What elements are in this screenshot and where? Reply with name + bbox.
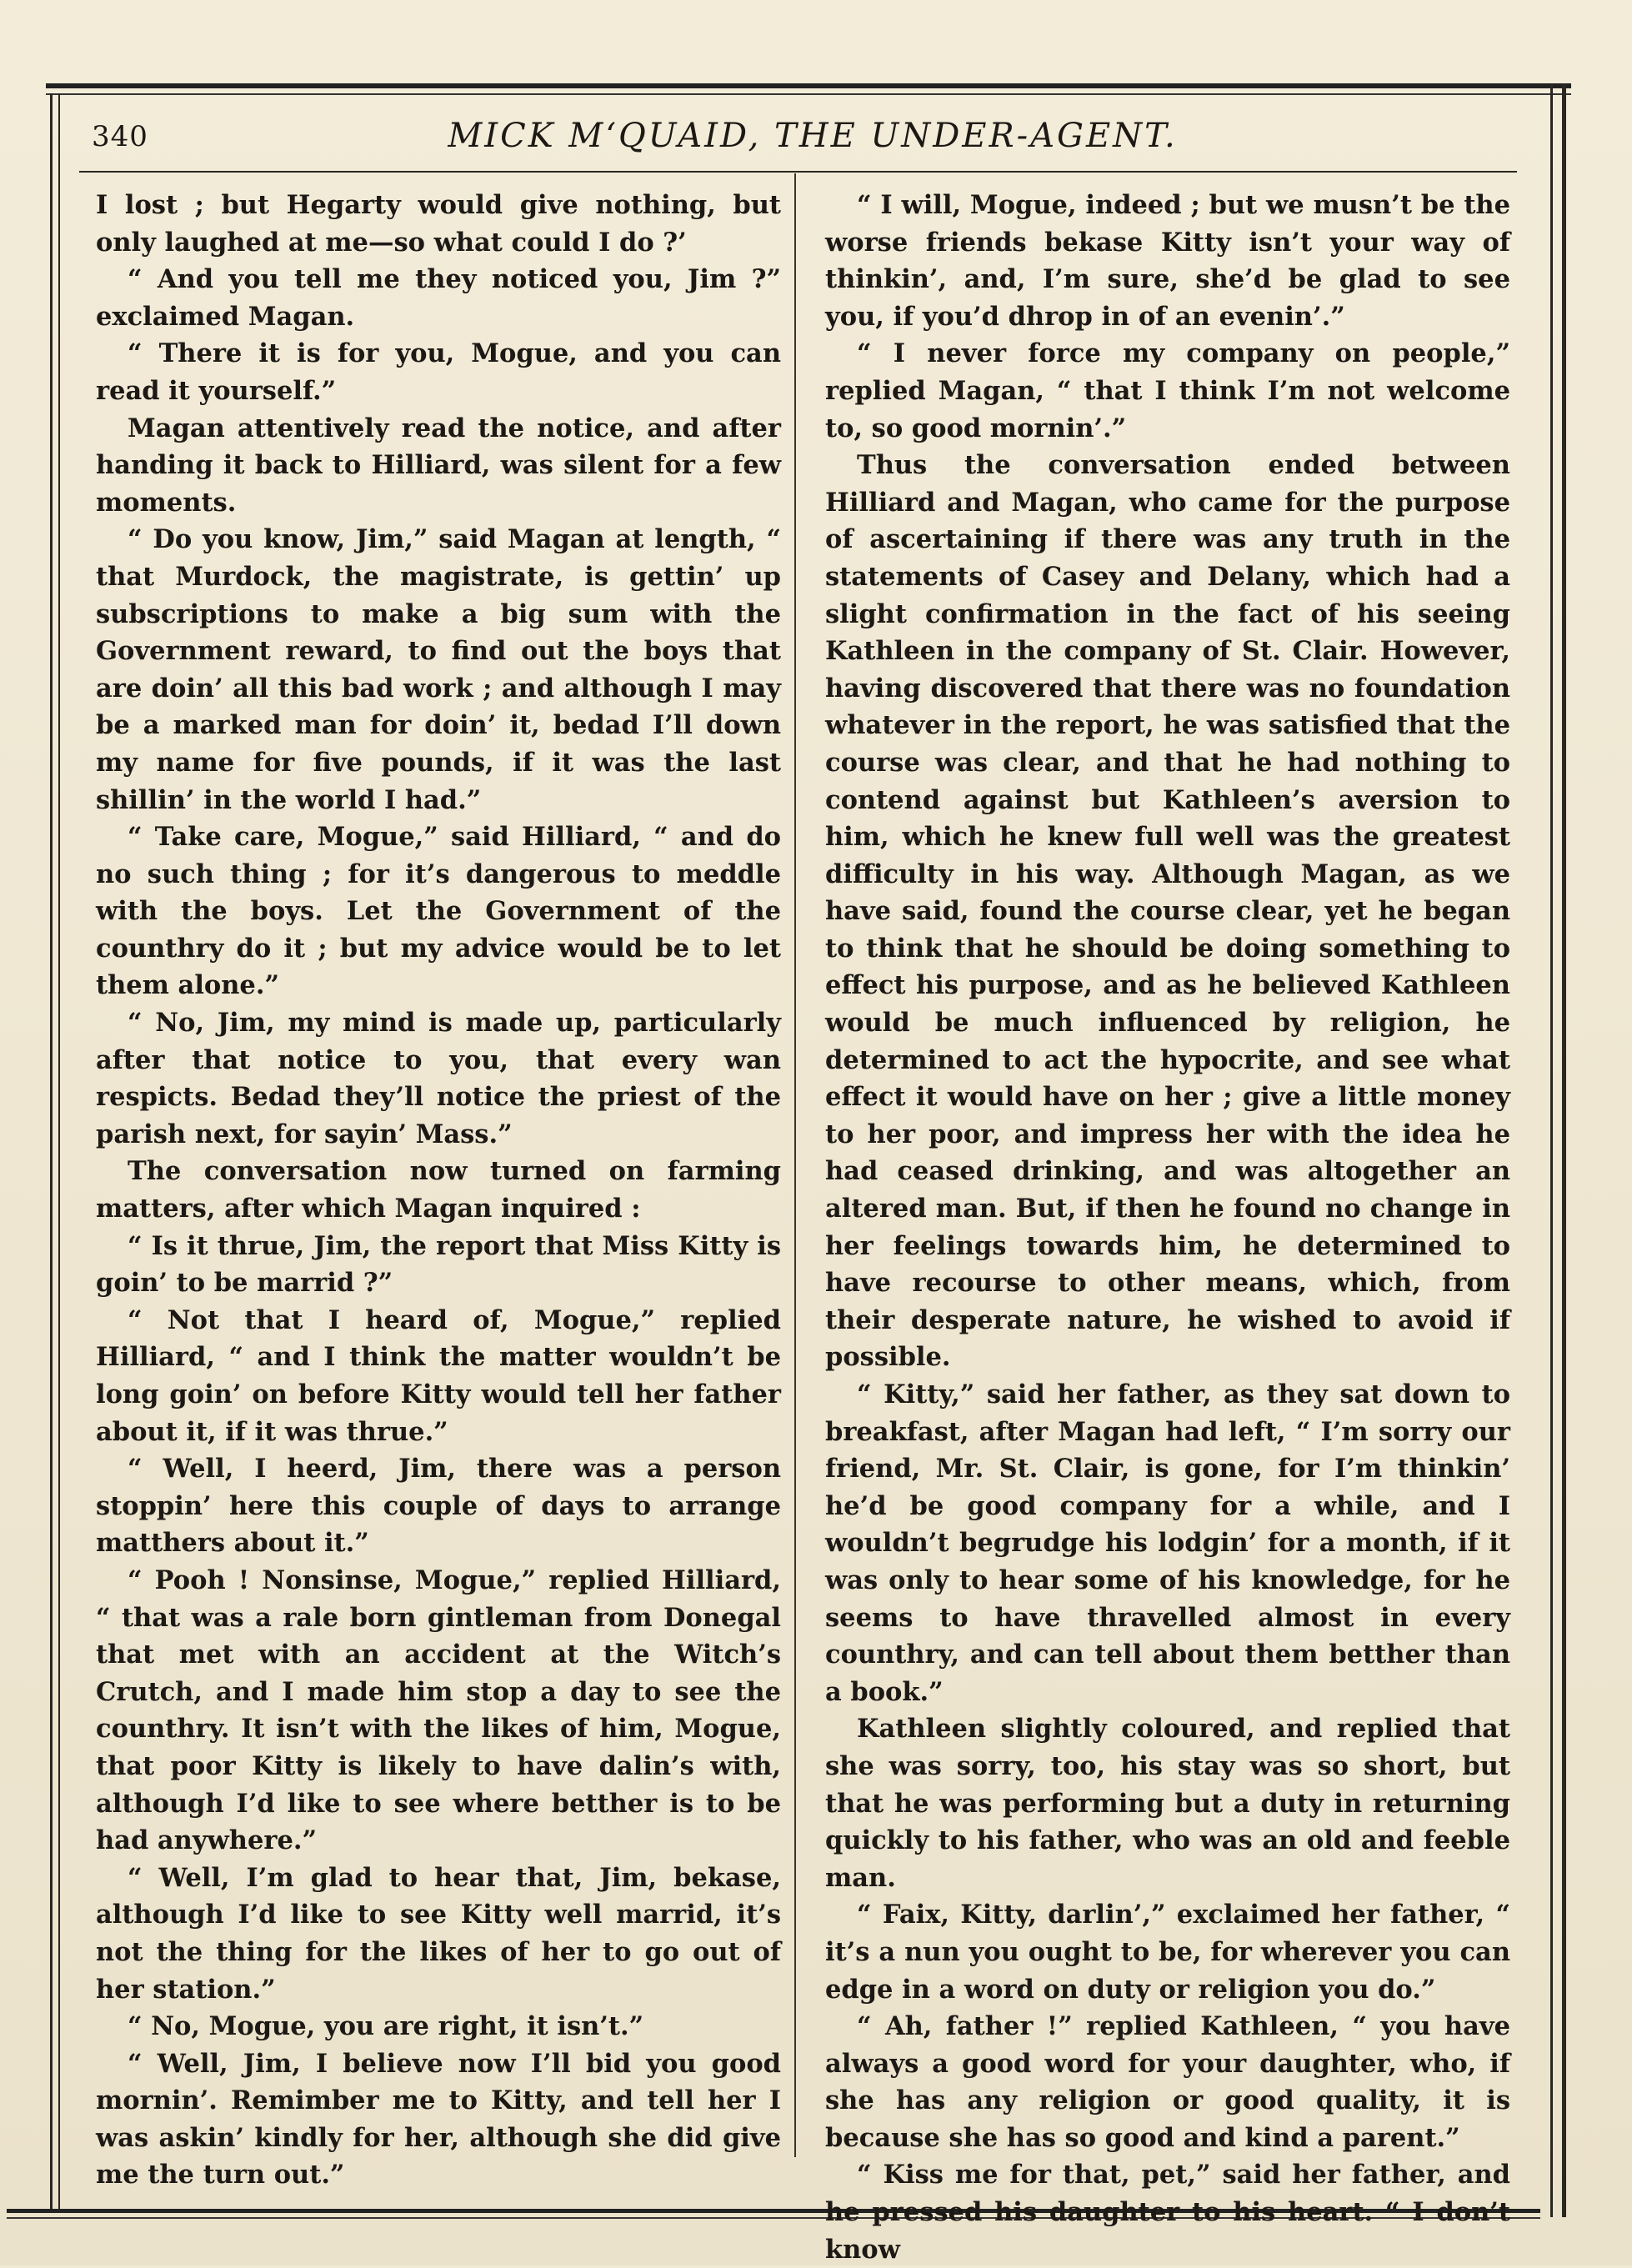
paragraph: “ Take care, Mogue,” said Hilliard, “ and do no such thing ; for it’s dangerous to meddle with the boys. Let the Government of the counthry do it ; but my advice would be to let them alone.” — [96, 822, 781, 1001]
left-border-inner — [58, 93, 60, 2210]
paragraph: “ And you tell me they noticed you, Jim ?” exclaimed Magan. — [96, 264, 781, 332]
paragraph: “ Pooh ! Nonsinse, Mogue,” replied Hilliard, “ that was a rale born gintleman from Donegal that met with an accident at the Witch’s Crutch, and I made him stop a day to see the counthry. It isn’t with the likes of him, Mogue, that poor Kitty is likely to have dalin’s with, although I’d like to see where betther is to be had anywhere.” — [96, 1565, 781, 1856]
paragraph: “ There it is for you, Mogue, and you can read it yourself.” — [96, 338, 781, 406]
paragraph: “ Faix, Kitty, darlin’,” exclaimed her father, “ it’s a nun you ought to be, for wherever you can edge in a word on duty or religion you do.” — [825, 1900, 1510, 2005]
right-column — [825, 187, 1510, 2268]
header-rule — [79, 171, 1517, 173]
paragraph: Magan attentively read the notice, and after handing it back to Hilliard, was silent for a few moments. — [96, 413, 781, 518]
column-divider — [794, 173, 796, 2157]
paragraph: The conversation now turned on farming matters, after which Magan inquired : — [96, 1156, 781, 1224]
left-column — [96, 187, 781, 2194]
paragraph: “ Is it thrue, Jim, the report that Miss Kitty is goin’ to be marrid ?” — [96, 1230, 781, 1299]
paragraph: “ I will, Mogue, indeed ; but we musn’t be the worse friends bekase Kitty isn’t your way of thinkin’, and, I’m sure, she’d be glad to see you, if you’d dhrop in of an evenin’.” — [825, 190, 1510, 332]
paragraph: “ Well, Jim, I believe now I’ll bid you good mornin’. Remimber me to Kitty, and tell her I was askin’ kindly for her, although she did give me the turn out.” — [96, 2048, 781, 2190]
paragraph: I lost ; but Hegarty would give nothing, but only laughed at me—so what could I do ?’ — [96, 190, 781, 258]
running-title: MICK M‘QUAID, THE UNDER-AGENT. — [448, 117, 1178, 155]
paragraph: “ Kiss me for that, pet,” said her father, and he pressed his daughter to his heart. “ I don’t know — [825, 2160, 1510, 2265]
top-rule-thin — [46, 93, 1571, 95]
top-rule — [46, 83, 1571, 88]
paragraph: Kathleen slightly coloured, and replied that she was sorry, too, his stay was so short, but that he was performing but a duty in returning quickly to his father, who was an old and feeble man. — [825, 1714, 1510, 1893]
paragraph: “ Well, I’m glad to hear that, Jim, bekase, although I’d like to see Kitty well marrid, it’s not the thing for the likes of her to go out of her station.” — [96, 1862, 781, 2005]
paragraph: “ I never force my company on people,” replied Magan, “ that I think I’m not welcome to, so good mornin’.” — [825, 338, 1510, 443]
paragraph: “ No, Mogue, you are right, it isn’t.” — [128, 2011, 644, 2042]
left-border — [50, 93, 53, 2210]
paragraph: “ Not that I heard of, Mogue,” replied Hilliard, “ and I think the matter wouldn’t be long goin’ on before Kitty would tell her father about it, if it was thrue.” — [96, 1304, 781, 1447]
paragraph: “ No, Jim, my mind is made up, particularly after that notice to you, that every wan respicts. Bedad they’ll notice the priest of the parish next, for sayin’ Mass.” — [96, 1008, 781, 1149]
right-border-inner — [1550, 83, 1553, 2217]
paragraph: “ Ah, father !” replied Kathleen, “ you have always a good word for your daughter, who, if she has any religion or good quality, it is because she has so good and kind a parent.” — [825, 2011, 1510, 2153]
page-number: 340 — [92, 120, 148, 153]
paragraph: “ Well, I heerd, Jim, there was a person stoppin’ here this couple of days to arrange matthers about it.” — [96, 1454, 781, 1559]
right-border — [1562, 83, 1566, 2217]
paragraph: “ Kitty,” said her father, as they sat down to breakfast, after Magan had left, “ I’m sorry our friend, Mr. St. Clair, is gone, for I’m thinkin’ he’d be good company for a while, and I wouldn’t begrudge his lodgin’ for a month, if it was only to hear some of his knowledge, for he seems to have thravelled almost in every counthry, and can tell about them betther than a book.” — [825, 1379, 1510, 1707]
paragraph: “ Do you know, Jim,” said Magan at length, “ that Murdock, the magistrate, is gettin’ up subscriptions to make a big sum with the Government reward, to find out the boys that are doin’ all this bad work ; and although I may be a marked man for doin’ it, bedad I’ll down my name for five pounds, if it was the last shillin’ in the world I had.” — [96, 524, 781, 815]
paragraph: Thus the conversation ended between Hilliard and Magan, who came for the purpose of ascertaining if there was any truth in the statements of Casey and Delany, which had a slight confirmation in the fact of his seeing Kathleen in the company of St. Clair. However, having discovered that there was no foundation whatever in the report, he was satisfied that the course was clear, and that he had nothing to contend against but Kathleen’s aversion to him, which he knew full well was the greatest difficulty in his way. Although Magan, as we have said, found the course clear, yet he began to think that he should be doing something to effect his purpose, and as he believed Kathleen would be much influenced by religion, he determined to act the hypocrite, and see what effect it would have on her ; give a little money to her poor, and impress her with the idea he had ceased drinking, and was altogether an altered man. But, if then he found no change in her feelings towards him, he determined to have recourse to other means, which, from their desperate nature, he wished to avoid if possible. — [825, 450, 1510, 1373]
